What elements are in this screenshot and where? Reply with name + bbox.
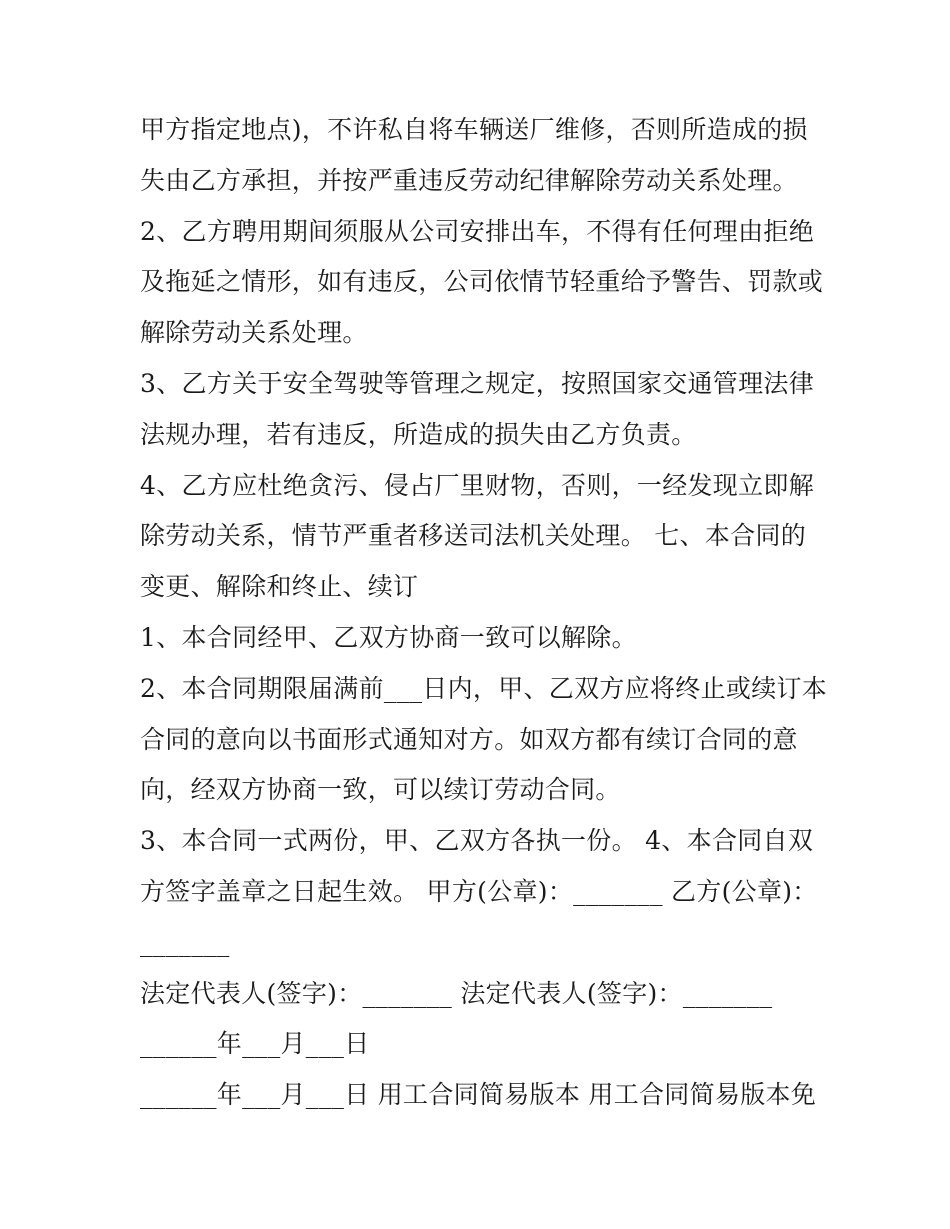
text-line: 方签字盖章之日起生效。 甲方(公章)：_______ 乙方(公章)：: [140, 876, 818, 906]
text-line: 甲方指定地点)，不许私自将车辆送厂维修，否则所造成的损: [140, 115, 808, 144]
text-line: 法定代表人(签字)：_______ 法定代表人(签字)：_______: [140, 978, 773, 1008]
text-line: 解除劳动关系处理。: [140, 318, 368, 348]
text-line: 失由乙方承担，并按严重违反劳动纪律解除劳动关系处理。: [140, 165, 798, 195]
text-line: 4、乙方应杜绝贪污、侵占厂里财物，否则，一经发现立即解: [140, 470, 815, 500]
contract-body-text: [140, 105, 828, 1121]
text-line: 合同的意向以书面形式通知对方。如双方都有续订合同的意: [140, 724, 798, 754]
text-line: 向，经双方协商一致，可以续订劳动合同。: [140, 775, 621, 805]
text-line: 3、本合同一式两份，甲、乙双方各执一份。 4、本合同自双: [140, 826, 814, 856]
text-line: 及拖延之情形，如有违反，公司依情节轻重给予警告、罚款或: [140, 267, 824, 297]
text-line: 2、本合同期限届满前___日内，甲、乙双方应将终止或续订本: [140, 673, 828, 703]
text-line: _______: [140, 927, 230, 957]
text-line: ______年___月___日: [140, 1029, 370, 1059]
text-line: 变更、解除和终止、续订: [140, 572, 419, 602]
text-line: 1、本合同经甲、乙双方协商一致可以解除。: [140, 622, 637, 652]
text-line: 3、乙方关于安全驾驶等管理之规定，按照国家交通管理法律: [140, 368, 815, 398]
text-line: 法规办理，若有违反，所造成的损失由乙方负责。: [140, 419, 697, 449]
text-line: ______年___月___日 用工合同简易版本 用工合同简易版本免: [140, 1080, 817, 1110]
text-line: 2、乙方聘用期间须服从公司安排出车，不得有任何理由拒绝: [140, 216, 815, 246]
text-line: 除劳动关系，情节严重者移送司法机关处理。 七、本合同的: [140, 521, 807, 551]
